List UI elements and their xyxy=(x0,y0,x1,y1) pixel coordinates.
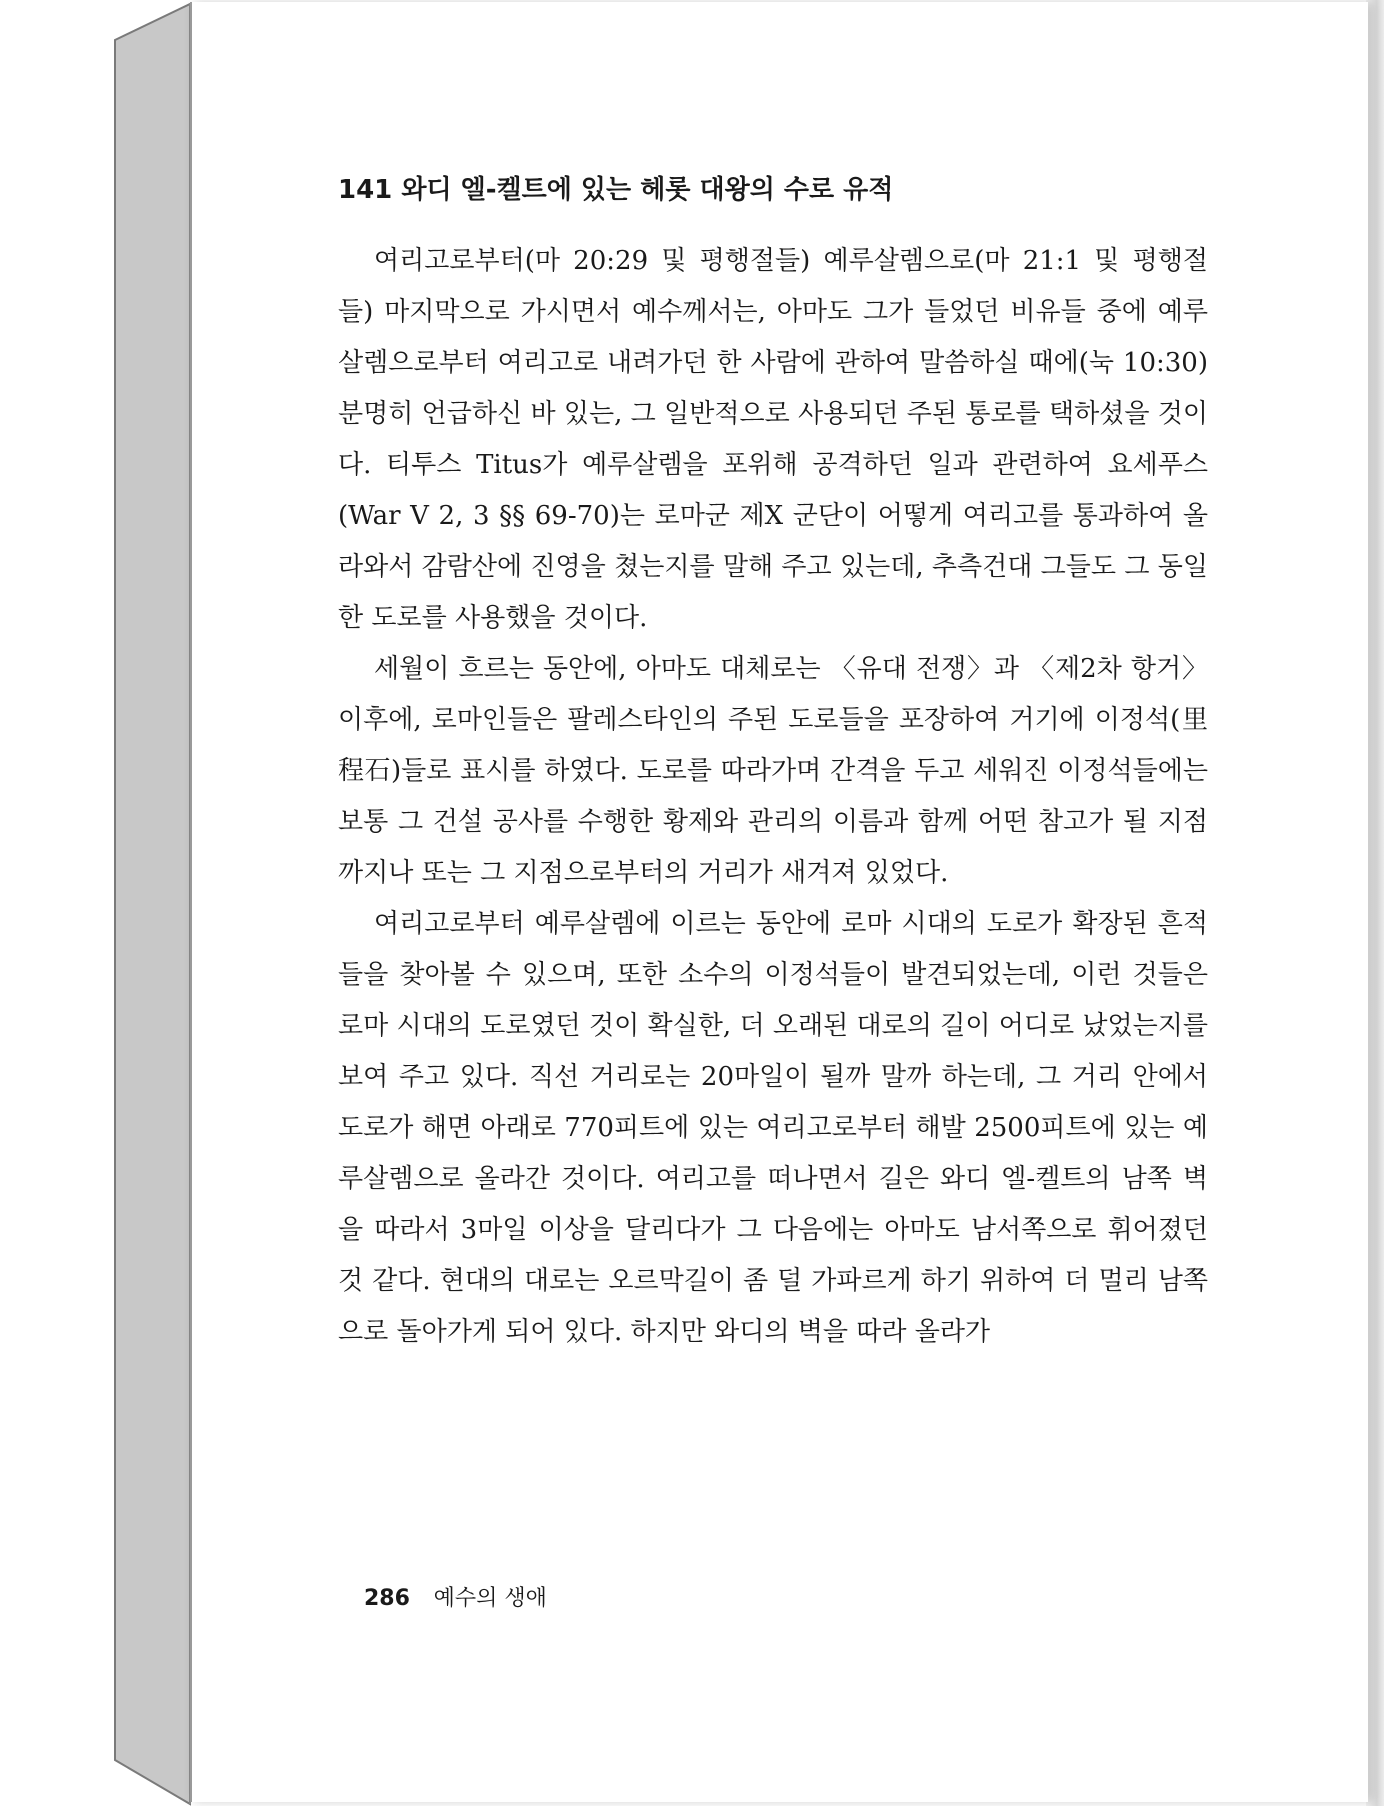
page-footer xyxy=(364,1581,547,1612)
page-edge xyxy=(1366,0,1384,1806)
paragraph-2: 세월이 흐르는 동안에, 아마도 대체로는 〈유대 전쟁〉과 〈제2차 항거〉 이후에, 로마인들은 팔레스타인의 주된 도로들을 포장하여 거기에 이정석(里程石)들로 표시를 하였다. 도로를 따라가며 간격을 두고 세워진 이정석들에는 보통 그 건설 공사를 수행한 황제와 관리의 이름과 함께 어떤 참고가 될 지점까지나 또는 그 지점으로부터의 거리가 새겨져 있었다. xyxy=(338,654,1208,888)
book-page xyxy=(190,2,1368,1802)
section-title: 141 와디 엘-켈트에 있는 헤롯 대왕의 수로 유적 xyxy=(338,175,894,205)
paragraph-1: 여리고로부터(마 20:29 및 평행절들) 예루살렘으로(마 21:1 및 평행절들) 마지막으로 가시면서 예수께서는, 아마도 그가 들었던 비유들 중에 예루살렘으로부터 여리고로 내려가던 한 사람에 관하여 말씀하실 때에(눅 10:30) 분명히 언급하신 바 있는, 그 일반적으로 사용되던 주된 통로를 택하셨을 것이다. 티투스 Titus가 예루살렘을 포위해 공격하던 일과 관련하여 요세푸스(War V 2, 3 §§ 69-70)는 로마군 제X 군단이 어떻게 여리고를 통과하여 올라와서 감람산에 진영을 쳤는지를 말해 주고 있는데, 추측건대 그들도 그 동일한 도로를 사용했을 것이다. xyxy=(338,246,1208,633)
paragraph-3: 여리고로부터 예루살렘에 이르는 동안에 로마 시대의 도로가 확장된 흔적들을 찾아볼 수 있으며, 또한 소수의 이정석들이 발견되었는데, 이런 것들은 로마 시대의 도로였던 것이 확실한, 더 오래된 대로의 길이 어디로 났었는지를 보여 주고 있다. 직선 거리로는 20마일이 될까 말까 하는데, 그 거리 안에서 도로가 해면 아래로 770피트에 있는 여리고로부터 해발 2500피트에 있는 예루살렘으로 올라간 것이다. 여리고를 떠나면서 길은 와디 엘-켈트의 남쪽 벽을 따라서 3마일 이상을 달리다가 그 다음에는 아마도 남서쪽으로 휘어졌던 것 같다. 현대의 대로는 오르막길이 좀 덜 가파르게 하기 위하여 더 멀리 남쪽으로 돌아가게 되어 있다. 하지만 와디의 벽을 따라 올라가 xyxy=(338,909,1208,1347)
book-spine xyxy=(0,0,200,1806)
page-number: 286 xyxy=(364,1586,410,1611)
text-block xyxy=(338,172,1208,1358)
running-title: 예수의 생애 xyxy=(433,1586,547,1611)
